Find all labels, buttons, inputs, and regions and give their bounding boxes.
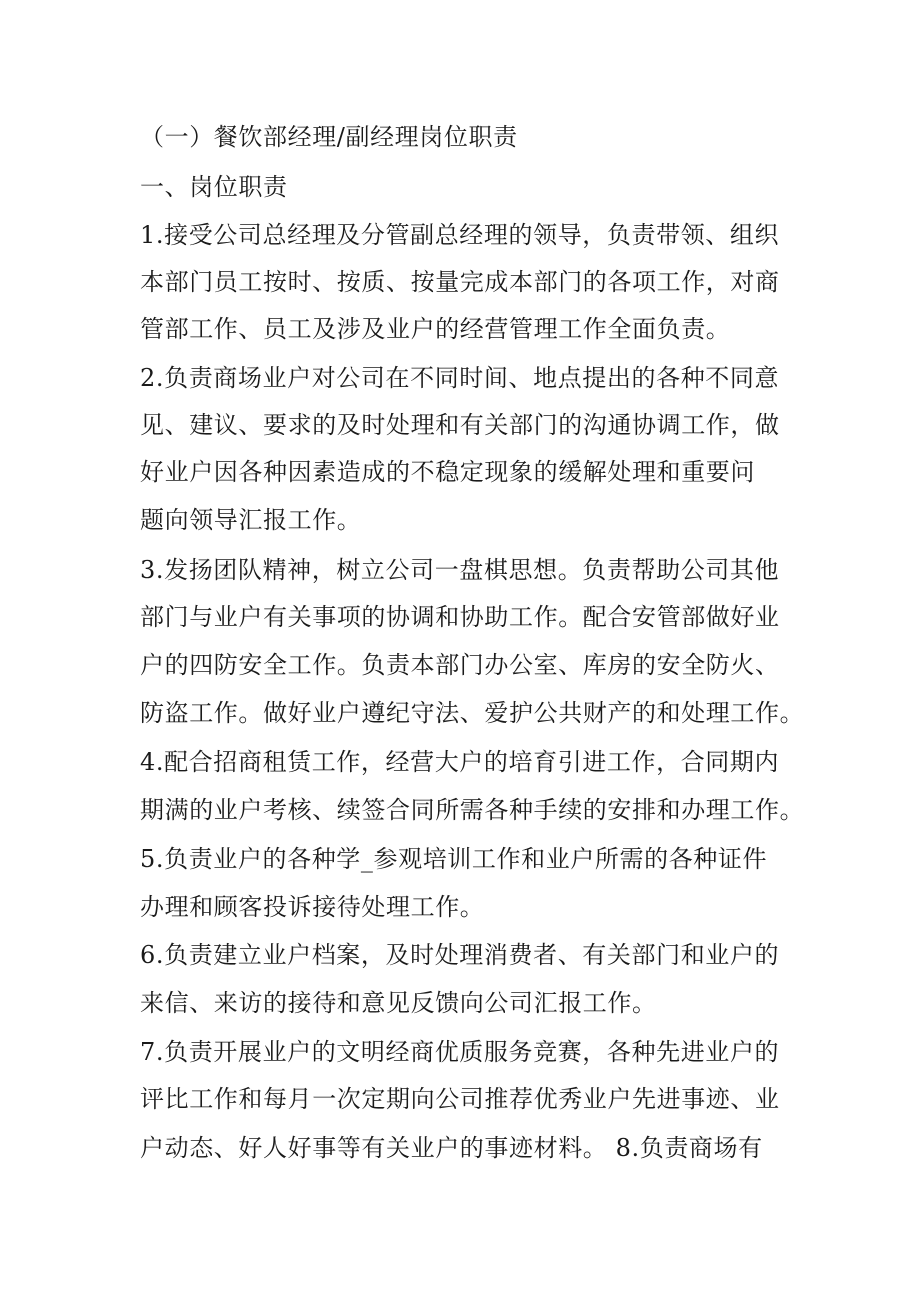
text-line: 防盗工作。做好业户遵纪守法、爱护公共财产的和处理工作。 bbox=[140, 699, 805, 727]
text-line: 1.接受公司总经理及分管副总经理的领导，负责带领、组织 bbox=[140, 221, 780, 249]
text-line: 部门与业户有关事项的协调和协助工作。配合安管部做好业 bbox=[140, 603, 780, 631]
text-line: 7.负责开展业户的文明经商优质服务竞赛，各种先进业户的 bbox=[140, 1038, 780, 1066]
text-line: 5.负责业户的各种学_参观培训工作和业户所需的各种证件 bbox=[140, 845, 768, 873]
text-line: 评比工作和每月一次定期向公司推荐优秀业户先进事迹、业 bbox=[140, 1085, 780, 1113]
text-line: 2.负责商场业户对公司在不同时间、地点提出的各种不同意 bbox=[140, 364, 780, 392]
text-line: 见、建议、要求的及时处理和有关部门的沟通协调工作，做 bbox=[140, 411, 780, 439]
text-line: 4.配合招商租赁工作，经营大户的培育引进工作，合同期内 bbox=[140, 748, 780, 776]
document-title: （一）餐饮部经理/副经理岗位职责 bbox=[140, 123, 518, 151]
text-line: 3.发扬团队精神，树立公司一盘棋思想。负责帮助公司其他 bbox=[140, 556, 780, 584]
text-line: 本部门员工按时、按质、按量完成本部门的各项工作，对商 bbox=[140, 268, 780, 296]
text-line: 好业户因各种因素造成的不稳定现象的缓解处理和重要问 bbox=[140, 458, 755, 486]
text-line: 管部工作、员工及涉及业户的经营管理工作全面负责。 bbox=[140, 315, 731, 343]
text-line: 办理和顾客投诉接待处理工作。 bbox=[140, 893, 485, 921]
text-line: 期满的业户考核、续签合同所需各种手续的安排和办理工作。 bbox=[140, 796, 805, 824]
text-line: 题向领导汇报工作。 bbox=[140, 506, 362, 534]
text-line: 户动态、好人好事等有关业户的事迹材料。 8.负责商场有 bbox=[140, 1134, 763, 1162]
text-line: 户的四防安全工作。负责本部门办公室、库房的安全防火、 bbox=[140, 651, 780, 679]
section-heading: 一、岗位职责 bbox=[140, 173, 288, 201]
text-line: 来信、来访的接待和意见反馈向公司汇报工作。 bbox=[140, 989, 657, 1017]
text-line: 6.负责建立业户档案，及时处理消费者、有关部门和业户的 bbox=[140, 941, 780, 969]
